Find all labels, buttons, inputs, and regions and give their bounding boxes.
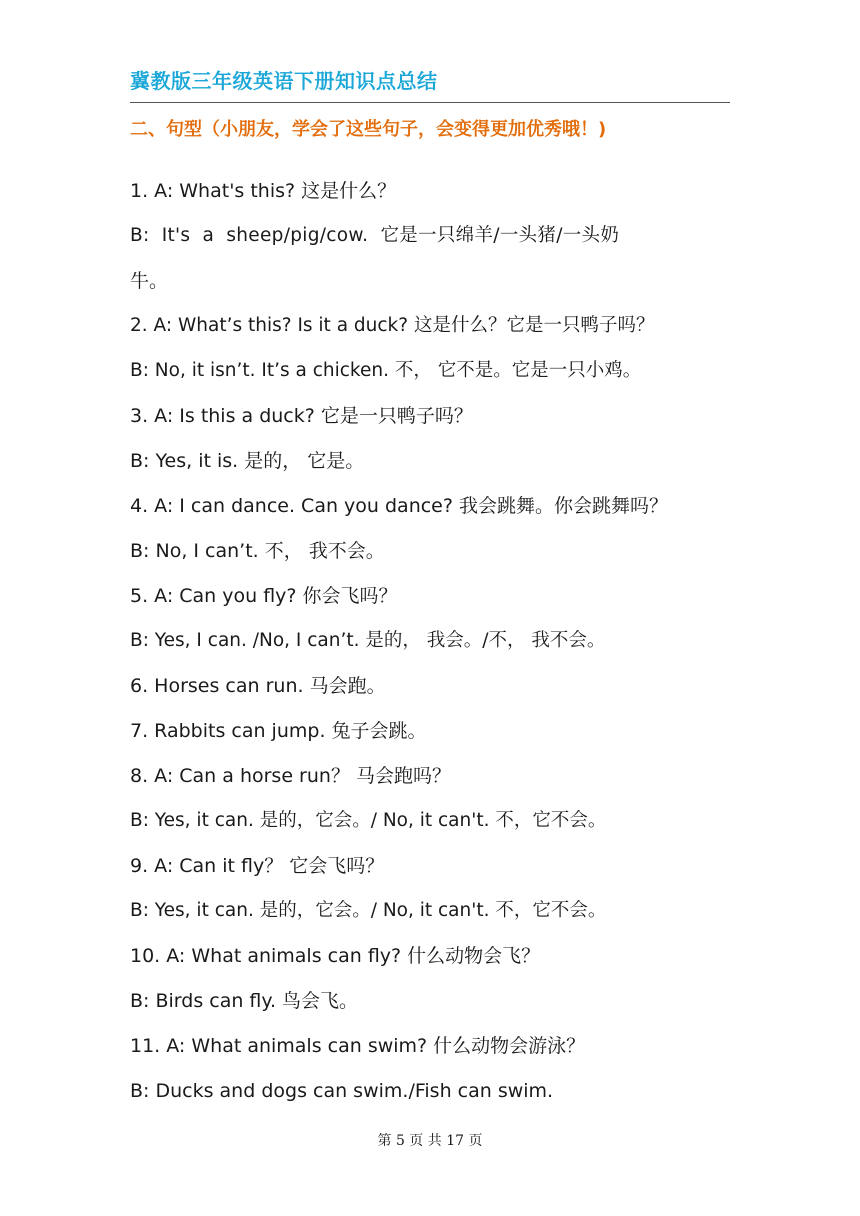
document-title: 冀教版三年级英语下册知识点总结 (130, 69, 438, 93)
sentence-line: 3. A: Is this a duck? 它是一只鸭子吗？ (130, 405, 473, 427)
document-header (130, 66, 730, 103)
sentence-line: 5. A: Can you fly? 你会飞吗？ (130, 585, 398, 607)
sentence-line: 牛。 (130, 270, 169, 292)
sentence-line: 2. A: What’s this? Is it a duck? 这是什么？它是一只鸭子吗？ (130, 315, 655, 336)
sentence-line: B: Yes, it can. 是的，它会。/ No, it can't. 不，它不会。 (130, 810, 607, 831)
sentence-line: B: Ducks and dogs can swim./Fish can swim. (130, 1080, 554, 1102)
sentence-line: 1. A: What's this? 这是什么？ (130, 180, 397, 202)
section-heading: 二、句型（小朋友，学会了这些句子，会变得更加优秀哦！) (130, 119, 607, 140)
sentence-line: 4. A: I can dance. Can you dance? 我会跳舞。你会跳舞吗？ (130, 495, 668, 517)
page-number-footer: 第 5 页 共 17 页 (377, 1133, 483, 1149)
sentence-line: B: It's a sheep/pig/cow. 它是一只绵羊/一头猪/一头奶 (130, 225, 620, 246)
sentence-line: B: Yes, it can. 是的，它会。/ No, it can't. 不，它不会。 (130, 900, 607, 921)
sentence-list (130, 176, 730, 1121)
sentence-line: B: Yes, it is. 是的， 它是。 (130, 450, 365, 472)
sentence-line: 9. A: Can it fly？ 它会飞吗？ (130, 855, 385, 877)
sentence-line: B: No, it isn’t. It’s a chicken. 不， 它不是。它是一只小鸡。 (130, 360, 642, 381)
sentence-line: 10. A: What animals can fly? 什么动物会飞？ (130, 945, 541, 967)
sentence-line: 7. Rabbits can jump. 兔子会跳。 (130, 720, 427, 742)
sentence-line: 6. Horses can run. 马会跑。 (130, 675, 386, 697)
sentence-line: 8. A: Can a horse run？ 马会跑吗？ (130, 765, 451, 787)
sentence-line: 11. A: What animals can swim? 什么动物会游泳？ (130, 1035, 586, 1057)
sentence-line: B: Yes, I can. /No, I can’t. 是的， 我会。/不， 我不会。 (130, 630, 606, 651)
sentence-line: B: Birds can fly. 鸟会飞。 (130, 990, 359, 1012)
sentence-line: B: No, I can’t. 不， 我不会。 (130, 540, 385, 562)
